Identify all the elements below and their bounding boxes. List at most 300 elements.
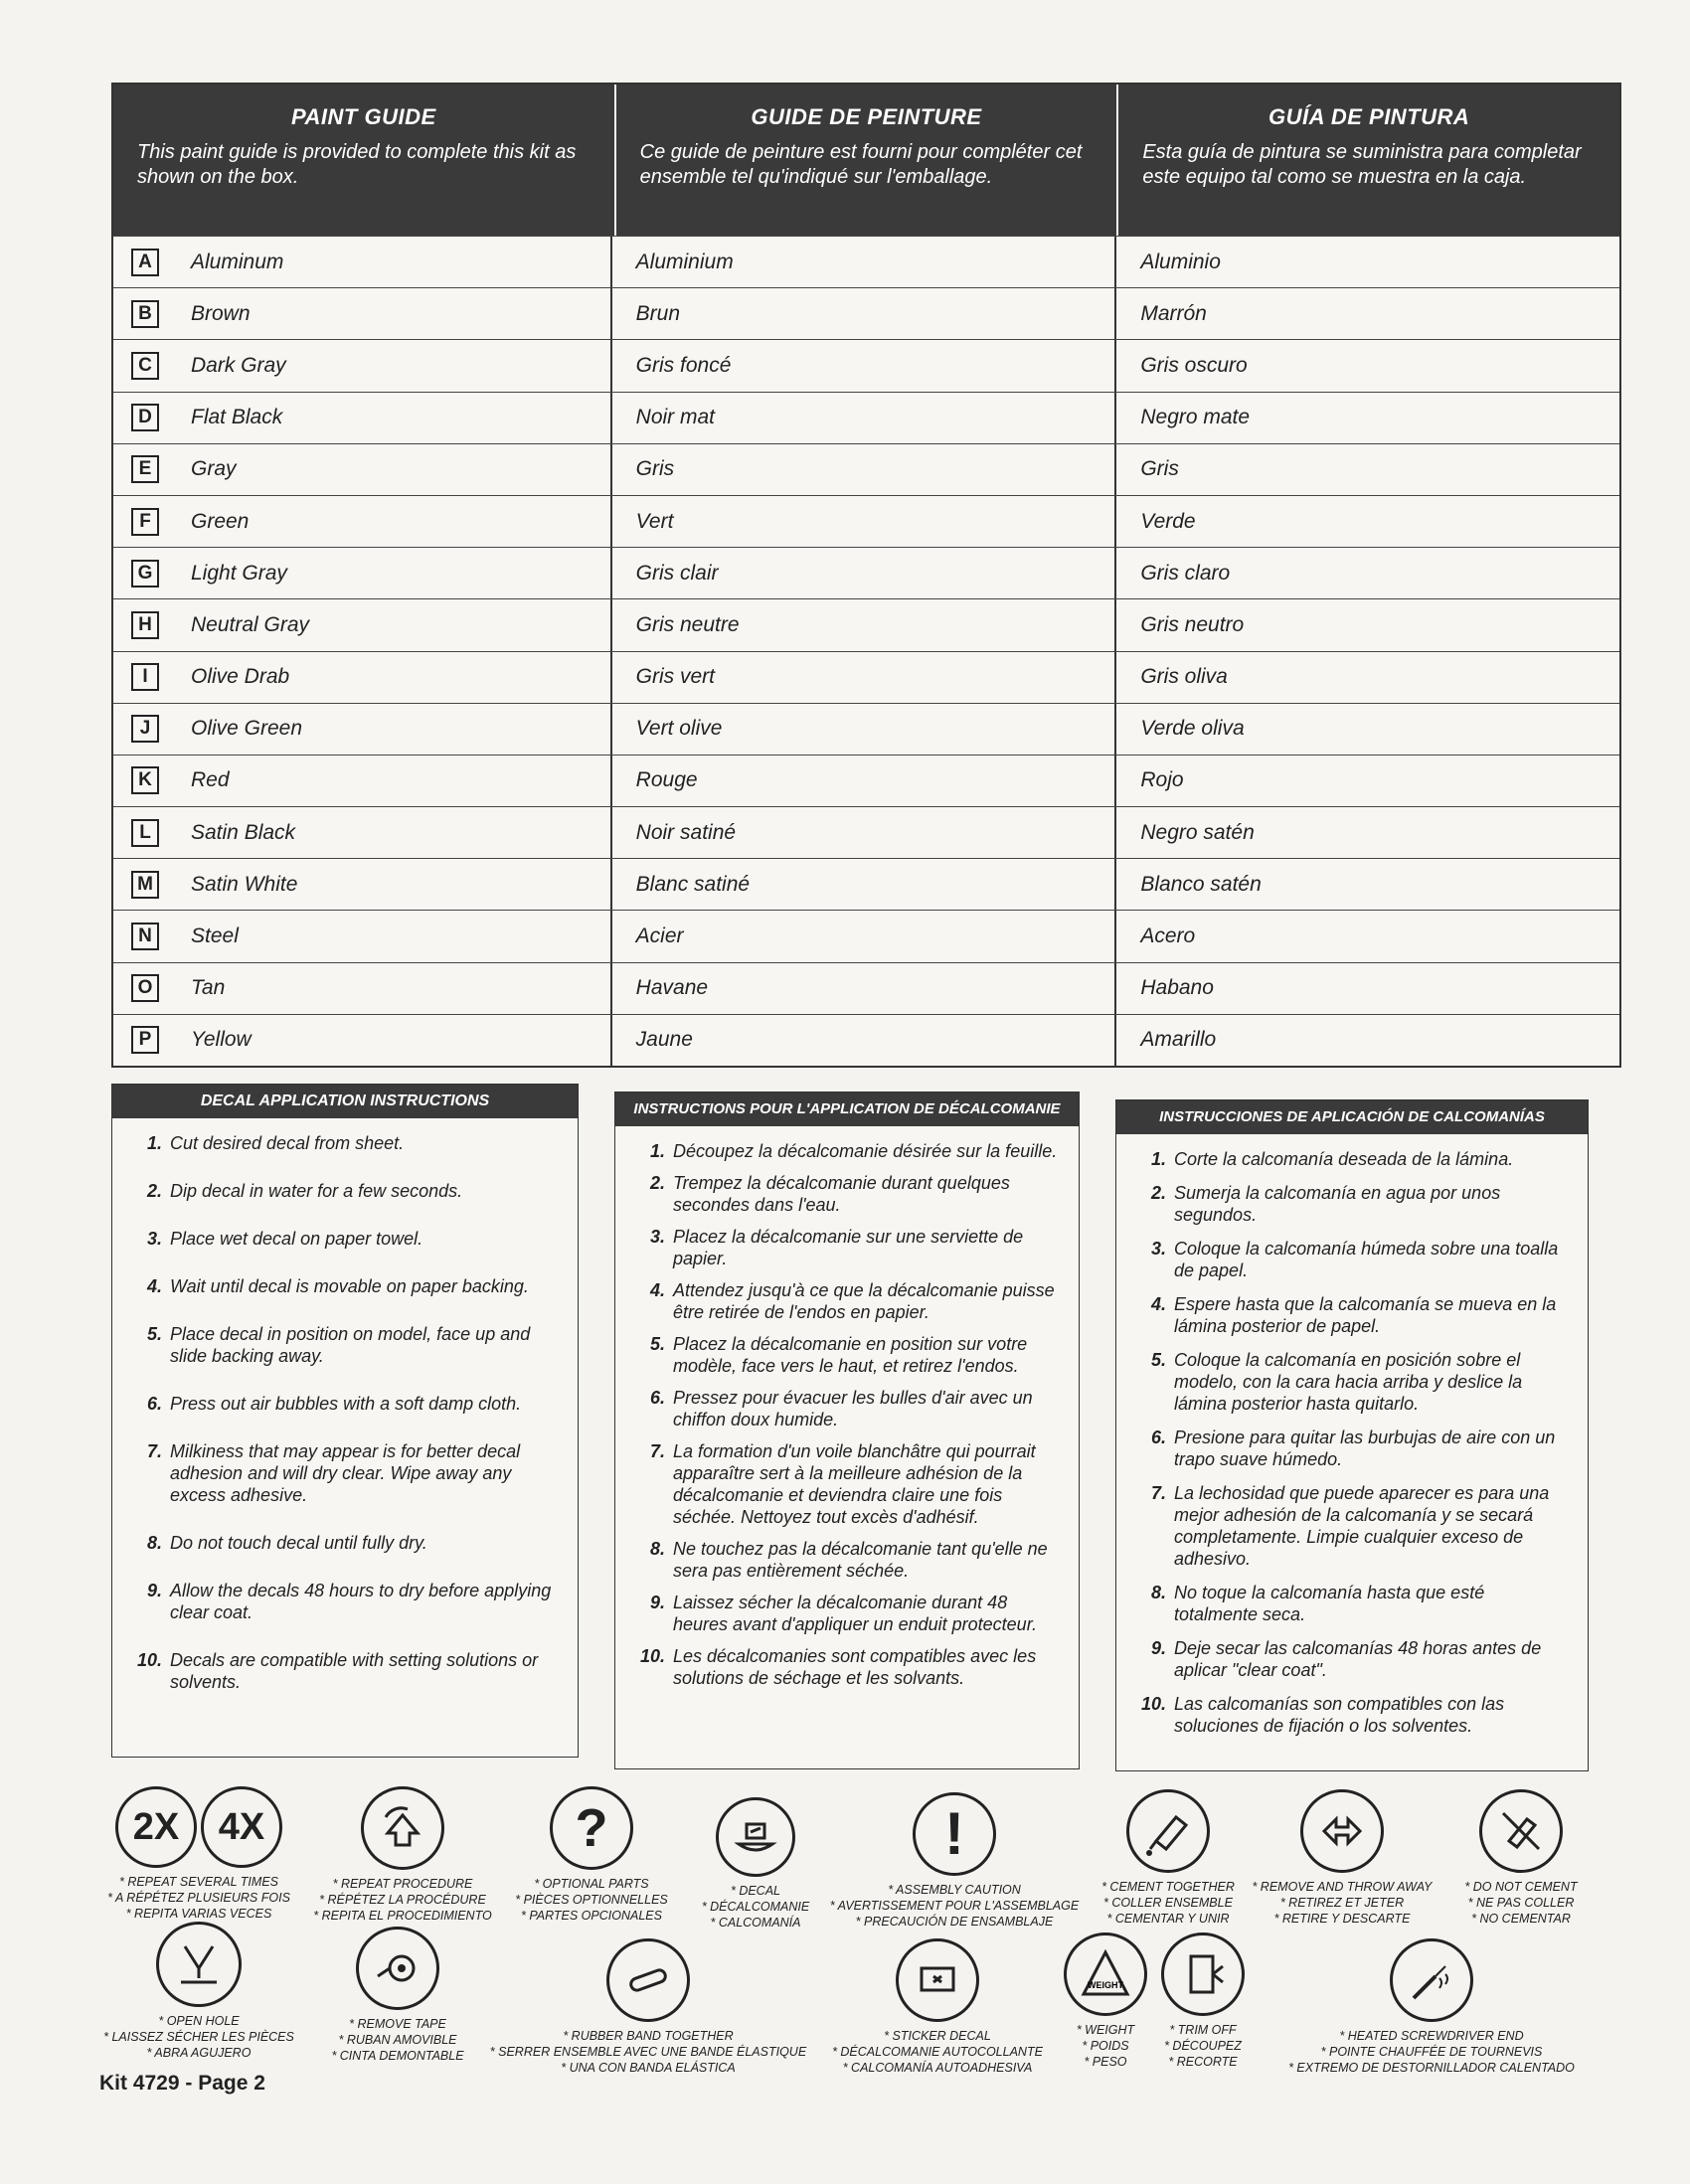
decal-step xyxy=(635,1387,1059,1430)
remove-icon xyxy=(1300,1789,1384,1873)
caption-line: * RETIRE Y DESCARTE xyxy=(1273,1912,1411,1926)
paint-name-en: Steel xyxy=(191,924,239,948)
paint-color-en xyxy=(113,444,612,495)
paint-guide-row xyxy=(113,651,1619,703)
caption-line: * CINTA DEMONTABLE xyxy=(331,2049,464,2063)
caption-line: * DÉCALCOMANIE AUTOCOLLANTE xyxy=(832,2045,1043,2059)
decal-step xyxy=(635,1172,1059,1216)
sticker-caption xyxy=(823,2028,1052,2076)
repeat-procedure-caption xyxy=(303,1876,502,1924)
step-number: 4. xyxy=(1150,1294,1166,1314)
paint-color-es: Blanco satén xyxy=(1140,872,1262,896)
decal-step xyxy=(132,1275,558,1297)
paint-letter-box: H xyxy=(131,611,159,639)
paint-color-en xyxy=(113,288,612,339)
paint-letter-box: G xyxy=(131,560,159,588)
optional-parts-symbol xyxy=(502,1786,681,1924)
caption-line: * PRECAUCIÓN DE ENSAMBLAJE xyxy=(855,1915,1054,1929)
paint-color-es: Negro satén xyxy=(1140,820,1255,844)
repeat-4x-icon: 4X xyxy=(201,1786,282,1868)
weight-icon xyxy=(1064,1932,1147,2016)
decal-instructions-fr xyxy=(614,1092,1080,1769)
decal-step xyxy=(1136,1148,1568,1170)
step-number: 10. xyxy=(639,1646,665,1666)
paint-color-es: Negro mate xyxy=(1140,406,1251,429)
step-text: Place decal in position on model, face up and slide backing away. xyxy=(170,1324,531,1366)
paint-guide-row xyxy=(113,392,1619,443)
caption-line: * REPEAT SEVERAL TIMES xyxy=(118,1875,278,1889)
step-text: Las calcomanías son compatibles con las soluciones de fijación o los solventes. xyxy=(1174,1694,1505,1736)
step-text: Press out air bubbles with a soft damp cloth. xyxy=(170,1394,522,1414)
paint-color-fr: Vert olive xyxy=(612,704,1117,755)
drill-icon xyxy=(156,1922,242,2007)
paint-name-en: Neutral Gray xyxy=(191,612,310,636)
paint-letter-box: F xyxy=(131,508,159,536)
paint-color-fr: Acier xyxy=(612,911,1117,961)
paint-color-en xyxy=(113,393,612,443)
paint-color-es: Gris oscuro xyxy=(1140,353,1248,377)
decal-step xyxy=(635,1333,1059,1377)
paint-letter-box: M xyxy=(131,871,159,899)
paint-guide-rows xyxy=(113,236,1619,1066)
caption-line: * TRIM OFF xyxy=(1169,2023,1237,2037)
caption-line: * PESO xyxy=(1084,2055,1127,2069)
paint-guide-row xyxy=(113,962,1619,1014)
sticker-icon xyxy=(896,1938,979,2022)
decal-step xyxy=(635,1226,1059,1269)
no-cement-icon xyxy=(1479,1789,1563,1873)
paint-color-fr: Gris xyxy=(612,444,1117,495)
caption-line: * RÉPÉTEZ LA PROCÉDURE xyxy=(319,1893,486,1907)
step-text: Deje secar las calcomanías 48 horas antes de aplicar "clear coat". xyxy=(1174,1638,1542,1680)
paint-guide-row xyxy=(113,598,1619,650)
paint-guide-desc-en: This paint guide is provided to complete this kit as shown on the box. xyxy=(137,141,577,188)
paint-letter-box: L xyxy=(131,819,159,847)
paint-color-en xyxy=(113,911,612,961)
paint-guide-row xyxy=(113,236,1619,287)
step-text: Découpez la décalcomanie désirée sur la feuille. xyxy=(673,1141,1058,1161)
paint-letter-box: P xyxy=(131,1026,159,1054)
step-text: Presione para quitar las burbujas de aire con un trapo suave húmedo. xyxy=(1174,1428,1556,1469)
tape-icon xyxy=(356,1927,439,2010)
step-number: 5. xyxy=(649,1334,665,1354)
paint-color-en xyxy=(113,963,612,1014)
paint-color-en xyxy=(113,599,612,650)
optional-parts-caption xyxy=(502,1876,681,1924)
decal-step xyxy=(132,1393,558,1415)
paint-color-fr: Gris foncé xyxy=(612,340,1117,391)
caption-line: * CEMENTAR Y UNIR xyxy=(1106,1912,1230,1926)
step-number: 9. xyxy=(649,1593,665,1612)
do-not-cement-caption xyxy=(1441,1879,1601,1927)
decal-step xyxy=(1136,1427,1568,1470)
paint-guide-desc-es: Esta guía de pintura se suministra para completar este equipo tal como se muestra en la caja. xyxy=(1142,141,1582,188)
paint-name-en: Olive Drab xyxy=(191,665,290,689)
paint-color-fr: Rouge xyxy=(612,756,1117,806)
step-text: La formation d'un voile blanchâtre qui pourrait apparaître sert à la meilleure adhésion de la décalcomanie et deviendra claire une fois séchée. Nettoyez tout excès d'adhésif. xyxy=(673,1441,1036,1527)
step-text: Les décalcomanies sont compatibles avec les solutions de séchage et les solvants. xyxy=(673,1646,1037,1688)
paint-guide-row xyxy=(113,703,1619,755)
paint-name-en: Brown xyxy=(191,301,251,325)
paint-name-en: Tan xyxy=(191,976,226,1000)
caption-line: * DO NOT CEMENT xyxy=(1464,1880,1578,1894)
paint-color-es: Rojo xyxy=(1140,768,1184,792)
step-text: Espere hasta que la calcomanía se mueva en la lámina posterior de papel. xyxy=(1174,1294,1557,1336)
caption-line: * COLLER ENSEMBLE xyxy=(1103,1896,1233,1910)
step-number: 2. xyxy=(1150,1183,1166,1203)
decal-step xyxy=(132,1440,558,1506)
paint-guide-desc-fr: Ce guide de peinture est fourni pour compléter cet ensemble tel qu'indiqué sur l'emballage. xyxy=(639,141,1083,188)
weight-icon-label: WEIGHT xyxy=(1088,1980,1123,1990)
paint-color-fr: Aluminium xyxy=(612,237,1117,287)
paint-color-en xyxy=(113,496,612,547)
step-number: 10. xyxy=(136,1650,162,1670)
caption-line: * WEIGHT xyxy=(1076,2023,1135,2037)
paint-name-en: Satin Black xyxy=(191,820,296,844)
caption-line: * ASSEMBLY CAUTION xyxy=(888,1883,1021,1897)
paint-letter-box: K xyxy=(131,766,159,794)
caption-line: * RUBAN AMOVIBLE xyxy=(338,2033,457,2047)
decal-caption xyxy=(676,1883,835,1931)
paint-color-es: Verde oliva xyxy=(1140,717,1245,741)
step-text: Cut desired decal from sheet. xyxy=(170,1133,405,1153)
paint-name-en: Yellow xyxy=(191,1028,252,1052)
caption-line: * UNA CON BANDA ELÁSTICA xyxy=(561,2061,736,2075)
assembly-caution-symbol xyxy=(815,1792,1094,1930)
paint-color-fr: Noir satiné xyxy=(612,807,1117,858)
step-text: Place wet decal on paper towel. xyxy=(170,1229,423,1249)
paint-color-en xyxy=(113,548,612,598)
step-number: 1. xyxy=(1150,1149,1166,1169)
repeat-procedure-symbol xyxy=(303,1786,502,1924)
paint-color-fr: Gris vert xyxy=(612,652,1117,703)
step-number: 8. xyxy=(649,1539,665,1559)
step-number: 4. xyxy=(146,1276,162,1296)
page-footer: Kit 4729 - Page 2 xyxy=(99,2072,265,2095)
decal-title-en: DECAL APPLICATION INSTRUCTIONS xyxy=(112,1085,578,1118)
paint-letter-box: C xyxy=(131,352,159,380)
caption-line: * RUBBER BAND TOGETHER xyxy=(563,2029,734,2043)
paint-guide-header-fr xyxy=(616,84,1119,236)
paint-name-en: Aluminum xyxy=(191,250,284,273)
paint-guide-header-en xyxy=(113,84,616,236)
paint-name-en: Satin White xyxy=(191,872,298,896)
paint-color-es: Aluminio xyxy=(1140,250,1221,273)
paint-color-fr: Vert xyxy=(612,496,1117,547)
step-text: Placez la décalcomanie en position sur votre modèle, face vers le haut, et retirez l'endos. xyxy=(673,1334,1028,1376)
paint-color-en xyxy=(113,756,612,806)
step-number: 10. xyxy=(1140,1694,1166,1714)
step-text: Corte la calcomanía deseada de la lámina. xyxy=(1174,1149,1514,1169)
paint-color-en xyxy=(113,1015,612,1066)
step-text: Wait until decal is movable on paper backing. xyxy=(170,1276,529,1296)
caption-line: * DÉCALCOMANIE xyxy=(701,1900,810,1914)
decal-step xyxy=(635,1645,1059,1689)
repeat-procedure-icon xyxy=(361,1786,444,1870)
caption-line: * OPTIONAL PARTS xyxy=(534,1877,649,1891)
sticker-decal-symbol xyxy=(823,1938,1052,2076)
caption-line: * PIÈCES OPTIONNELLES xyxy=(515,1893,668,1907)
paint-letter-box: E xyxy=(131,455,159,483)
paint-color-fr: Noir mat xyxy=(612,393,1117,443)
paint-guide-table xyxy=(111,83,1621,1068)
step-text: Coloque la calcomanía en posición sobre el modelo, con la cara hacia arriba y deslice la lámina posterior hasta quitarlo. xyxy=(1174,1350,1523,1414)
paint-name-en: Dark Gray xyxy=(191,353,286,377)
paint-guide-row xyxy=(113,1014,1619,1066)
caption-line: * CALCOMANÍA AUTOADHESIVA xyxy=(842,2061,1033,2075)
paint-color-fr: Jaune xyxy=(612,1015,1117,1066)
paint-guide-header xyxy=(113,84,1619,236)
assembly-caution-caption xyxy=(815,1882,1094,1930)
paint-name-en: Green xyxy=(191,509,250,533)
decal-step xyxy=(1136,1238,1568,1281)
screwdriver-icon xyxy=(1390,1938,1473,2022)
decal-title-fr: INSTRUCTIONS POUR L'APPLICATION DE DÉCALCOMANIE xyxy=(615,1092,1079,1126)
paint-guide-row xyxy=(113,755,1619,806)
caption-line: * DECAL xyxy=(730,1884,781,1898)
paint-color-en xyxy=(113,859,612,910)
decal-step xyxy=(1136,1693,1568,1737)
decal-symbol xyxy=(676,1797,835,1931)
step-text: No toque la calcomanía hasta que esté totalmente seca. xyxy=(1174,1583,1485,1624)
question-mark-icon: ? xyxy=(550,1786,633,1870)
heated-screwdriver-symbol xyxy=(1282,1938,1581,2076)
paint-color-es: Gris xyxy=(1140,457,1179,481)
caption-line: * OPEN HOLE xyxy=(158,2014,240,2028)
paint-guide-row xyxy=(113,443,1619,495)
decal-step xyxy=(132,1132,558,1154)
decal-step xyxy=(132,1228,558,1250)
step-text: Attendez jusqu'à ce que la décalcomanie puisse être retirée de l'endos en papier. xyxy=(673,1280,1055,1322)
decal-step xyxy=(1136,1582,1568,1625)
decal-steps-fr xyxy=(615,1126,1079,1689)
decal-steps-es xyxy=(1116,1134,1588,1737)
decal-instructions-es xyxy=(1115,1099,1589,1771)
remove-caption xyxy=(1248,1879,1436,1927)
paint-color-en xyxy=(113,237,612,287)
paint-color-es: Gris claro xyxy=(1140,561,1231,585)
step-number: 6. xyxy=(649,1388,665,1408)
trim-icon xyxy=(1161,1932,1245,2016)
step-number: 6. xyxy=(146,1394,162,1414)
caption-line: * REPITA VARIAS VECES xyxy=(125,1907,272,1921)
paint-color-fr: Brun xyxy=(612,288,1117,339)
paint-letter-box: J xyxy=(131,715,159,743)
step-text: La lechosidad que puede aparecer es para una mejor adhesión de la calcomanía y se secará completamente. Limpie cualquier exceso de adhesivo. xyxy=(1174,1483,1550,1569)
paint-guide-title-en: PAINT GUIDE xyxy=(291,104,436,129)
step-number: 9. xyxy=(146,1581,162,1600)
caption-line: * LAISSEZ SÉCHER LES PIÈCES xyxy=(103,2030,294,2044)
step-number: 7. xyxy=(1150,1483,1166,1503)
paint-color-fr: Havane xyxy=(612,963,1117,1014)
caption-line: * AVERTISSEMENT POUR L'ASSEMBLAGE xyxy=(829,1899,1080,1913)
step-text: Pressez pour évacuer les bulles d'air avec un chiffon doux humide. xyxy=(673,1388,1033,1429)
paint-guide-row xyxy=(113,910,1619,961)
rubber-band-caption xyxy=(479,2028,817,2076)
paint-color-es: Verde xyxy=(1140,509,1196,533)
paint-letter-box: I xyxy=(131,663,159,691)
decal-step xyxy=(132,1649,558,1693)
paint-color-fr: Gris clair xyxy=(612,548,1117,598)
step-number: 2. xyxy=(649,1173,665,1193)
paint-color-en xyxy=(113,652,612,703)
open-hole-caption xyxy=(99,2013,298,2061)
paint-color-es: Gris oliva xyxy=(1140,665,1228,689)
paint-letter-box: N xyxy=(131,923,159,950)
caption-line: * RECORTE xyxy=(1168,2055,1238,2069)
decal-step xyxy=(1136,1293,1568,1337)
decal-step xyxy=(1136,1637,1568,1681)
rubber-band-symbol xyxy=(479,1938,817,2076)
paint-name-en: Red xyxy=(191,768,230,792)
cement-together-caption xyxy=(1084,1879,1253,1927)
paint-color-es: Habano xyxy=(1140,976,1214,1000)
decal-step xyxy=(635,1538,1059,1582)
step-text: Allow the decals 48 hours to dry before applying clear coat. xyxy=(170,1581,552,1622)
step-number: 5. xyxy=(1150,1350,1166,1370)
caption-line: * SERRER ENSEMBLE AVEC UNE BANDE ÉLASTIQUE xyxy=(489,2045,807,2059)
trim-off-symbol xyxy=(1153,1932,1253,2070)
paint-color-en xyxy=(113,704,612,755)
step-text: Trempez la décalcomanie durant quelques secondes dans l'eau. xyxy=(673,1173,1010,1215)
step-text: Dip decal in water for a few seconds. xyxy=(170,1181,463,1201)
paint-color-es: Marrón xyxy=(1140,301,1207,325)
decal-step xyxy=(635,1140,1059,1162)
paint-color-en xyxy=(113,340,612,391)
step-text: Placez la décalcomanie sur une serviette de papier. xyxy=(673,1227,1024,1268)
cement-tube-icon xyxy=(1126,1789,1210,1873)
paint-name-en: Gray xyxy=(191,457,237,481)
decal-title-es: INSTRUCCIONES DE APLICACIÓN DE CALCOMANÍAS xyxy=(1116,1100,1588,1134)
caption-line: * CEMENT TOGETHER xyxy=(1101,1880,1235,1894)
step-number: 3. xyxy=(649,1227,665,1247)
decal-steps-en xyxy=(112,1118,578,1693)
step-text: Do not touch decal until fully dry. xyxy=(170,1533,427,1553)
exclamation-icon: ! xyxy=(913,1792,996,1876)
step-number: 7. xyxy=(146,1441,162,1461)
paint-color-es: Acero xyxy=(1140,924,1196,948)
caption-line: * CALCOMANÍA xyxy=(710,1916,801,1930)
paint-letter-box: O xyxy=(131,974,159,1002)
paint-color-es: Amarillo xyxy=(1140,1028,1217,1052)
decal-step xyxy=(635,1592,1059,1635)
caption-line: * HEATED SCREWDRIVER END xyxy=(1339,2029,1524,2043)
decal-step xyxy=(635,1279,1059,1323)
step-number: 1. xyxy=(146,1133,162,1153)
repeat-caption xyxy=(99,1874,298,1922)
decal-step xyxy=(1136,1349,1568,1415)
caption-line: * POIDS xyxy=(1082,2039,1129,2053)
paint-guide-row xyxy=(113,495,1619,547)
paint-guide-title-fr: GUIDE DE PEINTURE xyxy=(751,104,982,129)
step-text: Decals are compatible with setting solutions or solvents. xyxy=(170,1650,539,1692)
paint-color-es: Gris neutro xyxy=(1140,612,1245,636)
heated-caption xyxy=(1282,2028,1581,2076)
decal-step xyxy=(132,1580,558,1623)
decal-step xyxy=(635,1440,1059,1528)
cement-together-symbol xyxy=(1084,1789,1253,1927)
paint-name-en: Flat Black xyxy=(191,406,283,429)
caption-line: * REPEAT PROCEDURE xyxy=(332,1877,473,1891)
caption-line: * REMOVE TAPE xyxy=(349,2017,446,2031)
rubber-band-icon xyxy=(606,1938,690,2022)
step-number: 2. xyxy=(146,1181,162,1201)
decal-step xyxy=(132,1532,558,1554)
paint-letter-box: A xyxy=(131,249,159,276)
step-number: 1. xyxy=(649,1141,665,1161)
caption-line: * POINTE CHAUFFÉE DE TOURNEVIS xyxy=(1320,2045,1543,2059)
step-number: 8. xyxy=(1150,1583,1166,1602)
step-number: 8. xyxy=(146,1533,162,1553)
paint-letter-box: B xyxy=(131,300,159,328)
decal-icon xyxy=(716,1797,795,1877)
caption-line: * REPITA EL PROCEDIMIENTO xyxy=(313,1909,492,1923)
paint-guide-title-es: GUÍA DE PINTURA xyxy=(1268,104,1470,129)
paint-guide-header-es xyxy=(1118,84,1619,236)
caption-line: * REMOVE AND THROW AWAY xyxy=(1252,1880,1433,1894)
paint-guide-row xyxy=(113,287,1619,339)
repeat-2x-icon: 2X xyxy=(115,1786,197,1868)
step-text: Sumerja la calcomanía en agua por unos segundos. xyxy=(1174,1183,1501,1225)
remove-tape-caption xyxy=(303,2016,492,2064)
caption-line: * RETIREZ ET JETER xyxy=(1279,1896,1405,1910)
decal-step xyxy=(132,1323,558,1367)
caption-line: * NE PAS COLLER xyxy=(1467,1896,1575,1910)
caption-line: * PARTES OPCIONALES xyxy=(521,1909,662,1923)
paint-name-en: Olive Green xyxy=(191,717,303,741)
paint-color-fr: Gris neutre xyxy=(612,599,1117,650)
decal-step xyxy=(1136,1182,1568,1226)
step-number: 9. xyxy=(1150,1638,1166,1658)
step-number: 6. xyxy=(1150,1428,1166,1447)
do-not-cement-symbol xyxy=(1441,1789,1601,1927)
paint-guide-row xyxy=(113,806,1619,858)
step-number: 3. xyxy=(1150,1239,1166,1259)
step-number: 4. xyxy=(649,1280,665,1300)
weight-symbol xyxy=(1056,1932,1155,2070)
paint-guide-row xyxy=(113,858,1619,910)
decal-step xyxy=(132,1180,558,1202)
step-number: 7. xyxy=(649,1441,665,1461)
decal-instructions-en xyxy=(111,1084,579,1758)
paint-guide-row xyxy=(113,339,1619,391)
caption-line: * EXTREMO DE DESTORNILLADOR CALENTADO xyxy=(1288,2061,1575,2075)
weight-caption xyxy=(1056,2022,1155,2070)
paint-name-en: Light Gray xyxy=(191,561,287,585)
caption-line: * STICKER DECAL xyxy=(884,2029,991,2043)
step-text: Laissez sécher la décalcomanie durant 48 heures avant d'appliquer un enduit protecteur. xyxy=(673,1593,1038,1634)
caption-line: * A RÉPÉTEZ PLUSIEURS FOIS xyxy=(107,1891,290,1905)
trim-caption xyxy=(1153,2022,1253,2070)
step-text: Ne touchez pas la décalcomanie tant qu'elle ne sera pas entièrement séchée. xyxy=(673,1539,1048,1581)
open-hole-symbol xyxy=(99,1922,298,2061)
paint-color-fr: Blanc satiné xyxy=(612,859,1117,910)
step-text: Milkiness that may appear is for better decal adhesion and will dry clear. Wipe away any excess adhesive. xyxy=(170,1441,521,1505)
paint-letter-box: D xyxy=(131,404,159,431)
decal-step xyxy=(1136,1482,1568,1570)
step-number: 3. xyxy=(146,1229,162,1249)
remove-throw-away-symbol xyxy=(1248,1789,1436,1927)
caption-line: * NO CEMENTAR xyxy=(1471,1912,1571,1926)
repeat-several-times-symbol xyxy=(99,1786,298,1922)
caption-line: * DÉCOUPEZ xyxy=(1164,2039,1242,2053)
caption-line: * ABRA AGUJERO xyxy=(146,2046,252,2060)
step-text: Coloque la calcomanía húmeda sobre una toalla de papel. xyxy=(1174,1239,1559,1280)
paint-guide-row xyxy=(113,547,1619,598)
paint-color-en xyxy=(113,807,612,858)
remove-tape-symbol xyxy=(303,1927,492,2064)
step-number: 5. xyxy=(146,1324,162,1344)
